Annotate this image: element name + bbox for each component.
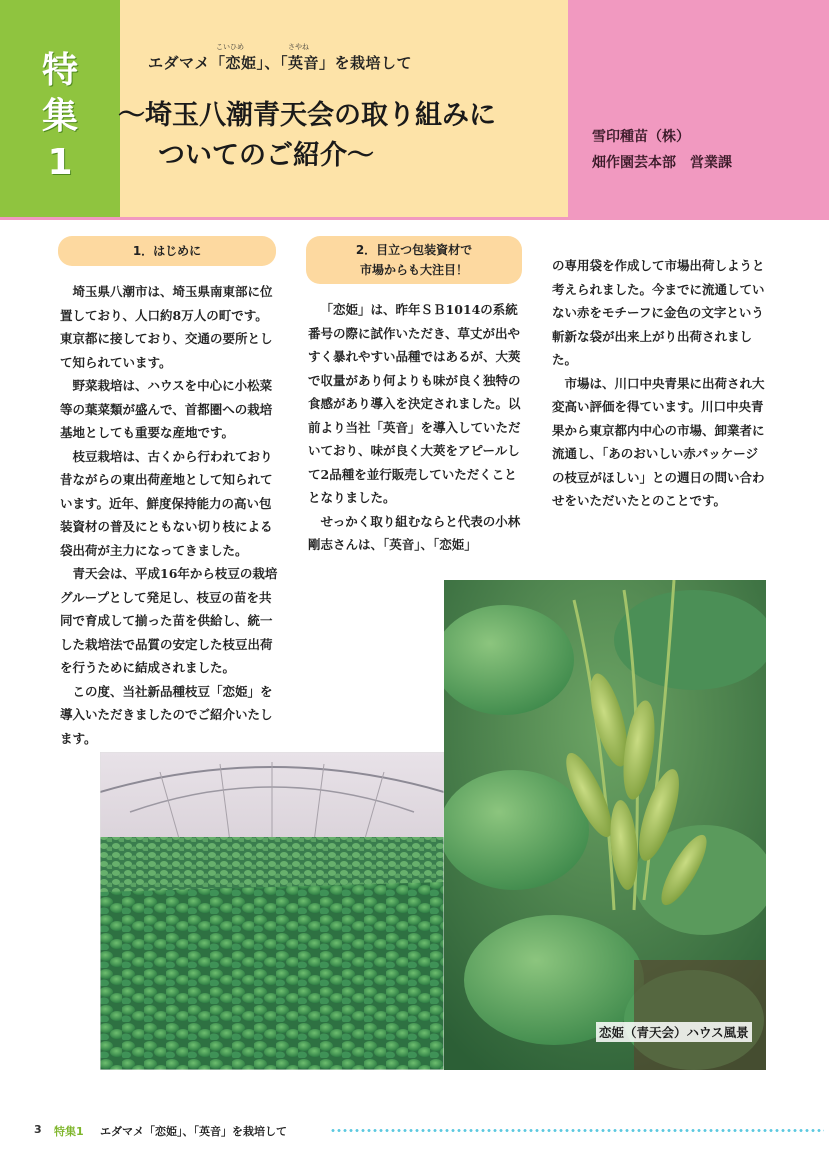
edamame-photo (444, 580, 766, 1070)
section-2-heading-line-2: 市場からも大注目！ (359, 263, 468, 277)
author-panel (568, 0, 829, 217)
column-2 (308, 298, 524, 557)
author-company: 雪印種苗（株） (592, 129, 690, 145)
section-1-heading (58, 236, 276, 266)
greenhouse-photo (100, 752, 444, 1070)
section-char-3: 1 (47, 142, 73, 183)
article-title (118, 96, 496, 176)
col2-paragraph-1: 「恋姫」は、昨年ＳＢ1014の系統番号の際に試作いただき、草丈が出やすく暴れやすい品種ではあるが、大莢で収量があり何よりも味が良く独特の食感があり導入を決定されました。以前より当社「英音」を導入していただいており、味が良く大莢をアピールして2品種を並行販売していただくこととなりました。 (308, 302, 521, 505)
section-badge (0, 48, 120, 186)
footer-title: エダマメ「恋姫」、「英音」を栽培して (100, 1125, 287, 1138)
title-line-1: 〜埼玉八潮青天会の取り組みに (118, 100, 496, 131)
ruby-koihime: こいひめ (216, 43, 244, 51)
column-1 (60, 280, 278, 750)
col3-paragraph-2: 市場は、川口中央青果に出荷され大変高い評価を得ています。川口中央青果から東京都内中心の市場、卸業者に流通し、「あのおいしい赤パッケージの枝豆がほしい」との週日の問い合わせをいただいたとのことです。 (552, 375, 765, 508)
photo-caption: 恋姫（青天会）ハウス風景 (596, 1022, 752, 1042)
footer-dotted-rule (330, 1129, 824, 1132)
title-line-2: ついてのご紹介〜 (158, 140, 374, 171)
footer-section-label: 特集1 (54, 1125, 84, 1138)
col2-paragraph-2: せっかく取り組むならと代表の小林剛志さんは、「英音」、「恋姫」 (308, 513, 521, 552)
col1-paragraph-5: この度、当社新品種枝豆「恋姫」を導入いただきましたのでご紹介いたします。 (60, 683, 273, 746)
col3-paragraph-1: の専用袋を作成して市場出荷しようと考えられました。今までに流通していない赤をモチーフに金色の文字という斬新な袋が出来上がり出荷されました。 (552, 258, 765, 367)
col1-paragraph-1: 埼玉県八潮市は、埼玉県南東部に位置しており、人口約8万人の町です。東京都に接しており、交通の要所として知られています。 (60, 284, 273, 370)
section-2-heading-line-1: 2．目立つ包装資材で (355, 243, 473, 257)
author-department: 畑作園芸本部 営業課 (592, 155, 732, 171)
author-block (592, 124, 732, 176)
section-1-heading-text: 1．はじめに (132, 244, 202, 258)
article-subtitle: エダマメ「恋姫」、「英音」を栽培して (148, 54, 413, 72)
page-number: 3 (34, 1123, 42, 1136)
section-char-2: 集 (41, 96, 78, 137)
col1-paragraph-4: 青天会は、平成16年から枝豆の栽培グループとして発足し、枝豆の苗を共同で育成して揃った苗を供給し、統一した栽培法で品質の安定した枝豆出荷を行うために結成されました。 (60, 566, 278, 675)
column-3 (552, 254, 770, 513)
ruby-sayane: さやね (288, 43, 309, 51)
section-2-heading (306, 236, 522, 284)
header-divider (0, 217, 829, 220)
section-char-1: 特 (41, 50, 78, 91)
page-footer (34, 1120, 824, 1140)
col1-paragraph-3: 枝豆栽培は、古くから行われており昔ながらの東出荷産地として知られています。近年、鮮度保持能力の高い包装資材の普及にともない切り枝による袋出荷が主力になってきました。 (60, 448, 273, 558)
col1-paragraph-2: 野菜栽培は、ハウスを中心に小松菜等の葉菜類が盛んで、首都圏への栽培基地としても重要な産地です。 (60, 378, 273, 440)
